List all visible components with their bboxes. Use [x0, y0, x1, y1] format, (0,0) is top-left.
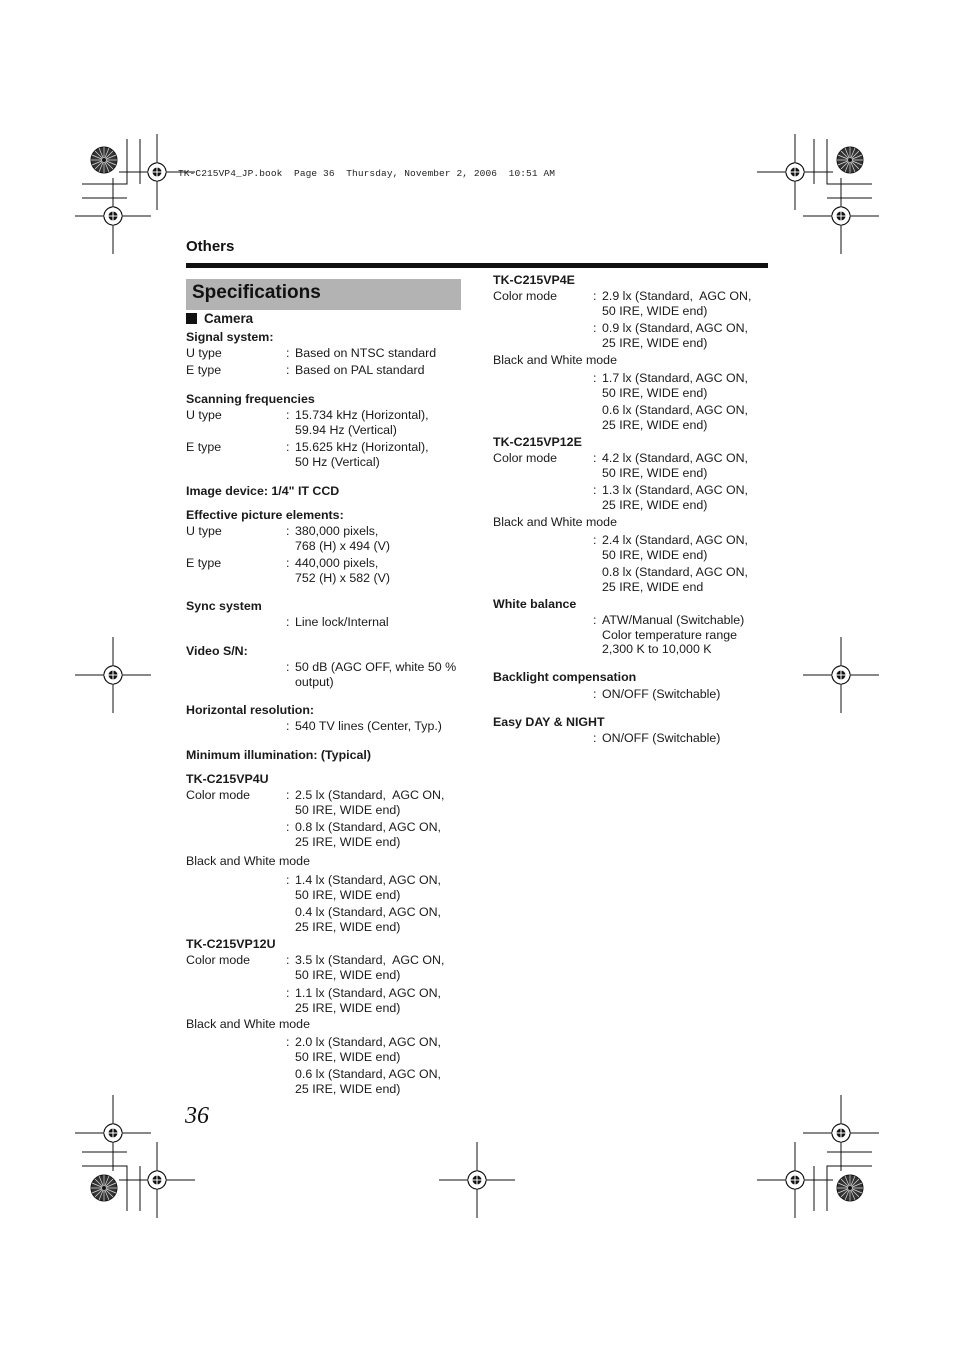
page-number: 36 — [185, 1103, 209, 1129]
model-heading: TK-C215VP12E — [493, 435, 582, 449]
camera-heading-text: Camera — [204, 311, 254, 326]
spec-value: 2.0 lx (Standard, AGC ON, 50 IRE, WIDE end) — [295, 1035, 441, 1064]
colon: : — [593, 451, 597, 465]
colon: : — [593, 371, 597, 385]
video-sn-heading: Video S/N: — [186, 644, 248, 658]
spec-value: ON/OFF (Switchable) — [602, 687, 721, 701]
spec-value: 380,000 pixels, 768 (H) x 494 (V) — [295, 524, 391, 553]
spec-value: 0.8 lx (Standard, AGC ON, 25 IRE, WIDE end) — [295, 820, 441, 849]
colon: : — [286, 788, 290, 802]
colon: : — [286, 1035, 290, 1049]
colon: : — [286, 820, 290, 834]
colon: : — [593, 687, 597, 701]
model-heading: TK-C215VP4E — [493, 273, 575, 287]
spec-label: U type — [186, 346, 222, 360]
spec-value: 2.5 lx (Standard, AGC ON, 50 IRE, WIDE end) — [295, 788, 445, 817]
colon: : — [593, 731, 597, 745]
colon: : — [593, 613, 597, 627]
print-header: TK-C215VP4_JP.book Page 36 Thursday, November 2, 2006 10:51 AM — [178, 168, 556, 179]
spec-value: 50 dB (AGC OFF, white 50 % output) — [295, 660, 457, 689]
section-label: Others — [186, 238, 235, 255]
spec-value: 0.4 lx (Standard, AGC ON, 25 IRE, WIDE end) — [295, 905, 441, 934]
horizontal-heading: Horizontal resolution: — [186, 703, 315, 717]
spec-label: Color mode — [186, 953, 251, 967]
colon: : — [593, 289, 597, 303]
header-rule — [186, 263, 768, 268]
colon: : — [286, 524, 290, 538]
colon: : — [286, 986, 290, 1000]
model-heading: TK-C215VP4U — [186, 772, 269, 786]
spec-label: E type — [186, 363, 222, 377]
spec-label: U type — [186, 524, 222, 538]
spec-label: Color mode — [186, 788, 251, 802]
title-box — [186, 279, 461, 310]
easy-day-night-heading: Easy DAY & NIGHT — [493, 715, 605, 729]
colon: : — [286, 556, 290, 570]
colon: : — [286, 615, 290, 629]
spec-value: 4.2 lx (Standard, AGC ON, 50 IRE, WIDE end) — [602, 451, 748, 480]
spec-label: Black and White mode — [493, 515, 617, 529]
camera-heading — [186, 312, 253, 327]
spec-value: 2.4 lx (Standard, AGC ON, 50 IRE, WIDE end) — [602, 533, 748, 562]
spec-value: 0.6 lx (Standard, AGC ON, 25 IRE, WIDE end) — [602, 403, 748, 432]
spec-value: 0.9 lx (Standard, AGC ON, 25 IRE, WIDE end) — [602, 321, 748, 350]
spec-label: Color mode — [493, 451, 558, 465]
spec-value: 3.5 lx (Standard, AGC ON, 50 IRE, WIDE end) — [295, 953, 445, 982]
spec-label: Color mode — [493, 289, 558, 303]
signal-system-heading: Signal system: — [186, 330, 274, 344]
colon: : — [593, 533, 597, 547]
backlight-heading: Backlight compensation — [493, 670, 637, 684]
spec-label: U type — [186, 408, 222, 422]
colon: : — [286, 346, 290, 360]
white-balance-heading: White balance — [493, 597, 577, 611]
spec-value: 15.734 kHz (Horizontal), 59.94 Hz (Vertical) — [295, 408, 429, 437]
colon: : — [286, 408, 290, 422]
spec-label: Black and White mode — [186, 1017, 310, 1031]
scanning-heading: Scanning frequencies — [186, 392, 315, 406]
effective-heading: Effective picture elements: — [186, 508, 344, 522]
spec-value: 0.8 lx (Standard, AGC ON, 25 IRE, WIDE end — [602, 565, 748, 594]
colon: : — [286, 440, 290, 454]
spec-value: 2.9 lx (Standard, AGC ON, 50 IRE, WIDE end) — [602, 289, 752, 318]
colon: : — [286, 660, 290, 674]
page-title: Specifications — [192, 282, 321, 303]
spec-value: 440,000 pixels, 752 (H) x 582 (V) — [295, 556, 391, 585]
spec-value: Based on NTSC standard — [295, 346, 437, 360]
colon: : — [286, 363, 290, 377]
colon: : — [593, 321, 597, 335]
image-device-heading: Image device: 1/4" IT CCD — [186, 484, 340, 498]
spec-value: Based on PAL standard — [295, 363, 425, 377]
spec-label: E type — [186, 556, 222, 570]
spec-value: 0.6 lx (Standard, AGC ON, 25 IRE, WIDE end) — [295, 1067, 441, 1096]
sync-heading: Sync system — [186, 599, 262, 613]
spec-value: 540 TV lines (Center, Typ.) — [295, 719, 442, 733]
spec-value: 1.3 lx (Standard, AGC ON, 25 IRE, WIDE end) — [602, 483, 748, 512]
colon: : — [286, 873, 290, 887]
colon: : — [593, 483, 597, 497]
model-heading: TK-C215VP12U — [186, 937, 276, 951]
spec-label: E type — [186, 440, 222, 454]
spec-value: Line lock/Internal — [295, 615, 389, 629]
spec-value: ON/OFF (Switchable) — [602, 731, 721, 745]
spec-value: 1.1 lx (Standard, AGC ON, 25 IRE, WIDE end) — [295, 986, 441, 1015]
colon: : — [286, 953, 290, 967]
spec-value: ATW/Manual (Switchable) Color temperature range 2,300 K to 10,000 K — [602, 613, 745, 657]
spec-value: 1.4 lx (Standard, AGC ON, 50 IRE, WIDE end) — [295, 873, 441, 902]
spec-label: Black and White mode — [186, 854, 310, 868]
spec-value: 1.7 lx (Standard, AGC ON, 50 IRE, WIDE end) — [602, 371, 748, 400]
bullet-square-icon — [186, 313, 197, 324]
colon: : — [286, 719, 290, 733]
min-illum-heading: Minimum illumination: (Typical) — [186, 748, 371, 762]
spec-value: 15.625 kHz (Horizontal), 50 Hz (Vertical) — [295, 440, 429, 469]
spec-label: Black and White mode — [493, 353, 617, 367]
